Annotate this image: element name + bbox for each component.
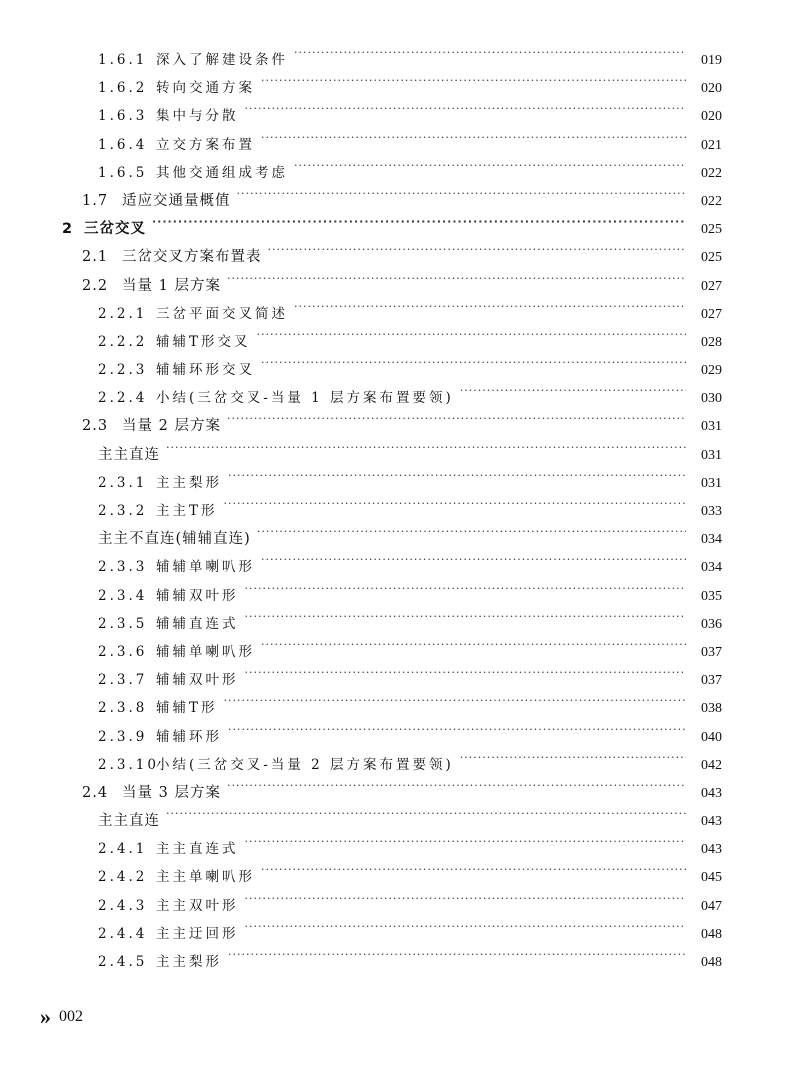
toc-entry-number: 2.3	[82, 418, 109, 435]
dot-leader	[245, 670, 687, 684]
dot-leader	[245, 896, 687, 910]
toc-entry-page: 048	[701, 955, 722, 970]
toc-entry-number: 2.4.2	[98, 869, 148, 886]
page-footer	[40, 1004, 83, 1030]
dot-leader	[227, 276, 686, 290]
toc-entry-page: 022	[701, 165, 722, 181]
toc-entry-number: 2	[62, 221, 76, 238]
dot-leader	[224, 698, 686, 712]
toc-entry[interactable]	[62, 302, 722, 330]
toc-entry[interactable]	[62, 471, 722, 499]
toc-entry-title: 主主梨形	[156, 474, 222, 491]
toc-entry-title: 辅辅直连式	[156, 615, 239, 632]
toc-entry-title: 三岔交叉	[84, 221, 146, 238]
toc-entry-title: 辅辅双叶形	[156, 587, 239, 604]
toc-entry-title: 三岔平面交叉简述	[156, 305, 288, 322]
toc-entry-number: 2.1	[82, 249, 109, 266]
toc-entry-title: 主主直连	[98, 813, 160, 830]
dot-leader	[152, 219, 686, 233]
toc-entry[interactable]	[62, 499, 722, 527]
dot-leader	[237, 191, 687, 205]
toc-entry[interactable]	[62, 753, 722, 781]
toc-entry-number: 1.6.1	[98, 52, 148, 68]
toc-entry[interactable]	[62, 612, 722, 640]
toc-entry[interactable]	[62, 330, 722, 358]
toc-entry[interactable]	[62, 922, 722, 950]
toc-entry-page: 031	[701, 447, 722, 463]
toc-entry-page: 034	[701, 560, 722, 576]
toc-entry[interactable]	[62, 696, 722, 724]
toc-entry[interactable]	[62, 358, 722, 386]
toc-entry-page: 021	[701, 137, 722, 153]
dot-leader	[261, 360, 686, 374]
dot-leader	[261, 557, 686, 571]
dot-leader	[227, 783, 686, 797]
dot-leader	[268, 247, 687, 261]
toc-entry[interactable]	[62, 894, 722, 922]
toc-entry-page: 037	[701, 673, 722, 689]
toc-entry-number: 2.2.4	[98, 390, 148, 407]
page-number: 002	[59, 1008, 83, 1025]
dot-leader	[257, 332, 686, 346]
toc-entry-number: 2.3.9	[98, 728, 148, 745]
dot-leader	[261, 135, 686, 149]
toc-entry-number: 2.4.4	[98, 925, 148, 942]
toc-entry-number: 2.3.2	[98, 503, 148, 519]
toc-entry-number: 2.2.2	[98, 333, 148, 350]
toc-entry-title: 当量 1 层方案	[122, 277, 221, 294]
toc-entry-title: 转向交通方案	[156, 80, 255, 97]
toc-entry[interactable]	[62, 386, 722, 414]
dot-leader	[228, 727, 686, 741]
toc-entry[interactable]	[62, 837, 722, 865]
toc-entry[interactable]	[62, 443, 722, 471]
toc-entry-title: 当量 3 层方案	[122, 784, 221, 801]
toc-entry-page: 022	[701, 193, 722, 209]
toc-entry-page: 038	[701, 701, 722, 717]
toc-entry[interactable]	[62, 668, 722, 696]
toc-entry-page: 040	[701, 729, 722, 745]
toc-entry-title: 辅辅单喇叭形	[156, 559, 255, 576]
toc-entry-page: 042	[701, 757, 722, 773]
toc-entry-title: 主主梨形	[156, 954, 222, 970]
toc-entry[interactable]	[62, 781, 722, 809]
toc-entry[interactable]	[62, 245, 722, 273]
toc-entry-title: 主主迂回形	[156, 925, 239, 942]
dot-leader	[245, 106, 687, 120]
toc-entry-title: 深入了解建设条件	[156, 52, 288, 68]
dot-leader	[261, 867, 686, 881]
toc-entry-title: 辅辅环形交叉	[156, 362, 255, 379]
toc-entry[interactable]	[62, 809, 722, 837]
toc-entry-page: 020	[701, 81, 722, 97]
toc-entry-number: 2.3.4	[98, 587, 148, 604]
dot-leader	[294, 50, 686, 64]
toc-entry-number: 2.4	[82, 784, 109, 801]
toc-entry[interactable]	[62, 217, 722, 245]
toc-entry-title: 适应交通量概值	[122, 192, 231, 209]
toc-entry-page: 043	[701, 814, 722, 830]
toc-entry[interactable]	[62, 189, 722, 217]
toc-entry-number: 2.2.1	[98, 305, 148, 322]
dot-leader	[460, 755, 686, 769]
dot-leader	[245, 924, 687, 938]
toc-entry-title: 辅辅环形	[156, 728, 222, 745]
toc-entry[interactable]	[62, 414, 722, 442]
dot-leader	[257, 529, 686, 543]
toc-entry-title: 立交方案布置	[156, 136, 255, 153]
dot-leader	[224, 501, 686, 515]
toc-entry[interactable]	[62, 76, 722, 104]
chevron-right-icon: »	[40, 1004, 51, 1029]
toc-entry-page: 031	[701, 419, 722, 435]
toc-entry-title: 辅辅单喇叭形	[156, 643, 255, 660]
toc-entry[interactable]	[62, 48, 722, 76]
toc-entry-number: 1.6.5	[98, 164, 148, 181]
toc-entry-title: 辅辅T形	[156, 700, 218, 717]
toc-entry[interactable]	[62, 161, 722, 189]
toc-entry[interactable]	[62, 104, 722, 132]
toc-entry-page: 027	[701, 278, 722, 294]
toc-entry[interactable]	[62, 725, 722, 753]
toc-entry[interactable]	[62, 865, 722, 893]
toc-entry-page: 025	[701, 250, 722, 266]
toc-entry-page: 036	[701, 616, 722, 632]
dot-leader	[245, 586, 687, 600]
toc-entry-number: 2.3.10	[98, 756, 159, 773]
toc-entry-title: 集中与分散	[156, 108, 239, 125]
toc-entry-number: 2.4.1	[98, 841, 148, 858]
toc-entry-number: 2.3.3	[98, 559, 148, 576]
toc-entry-page: 027	[701, 306, 722, 322]
toc-entry-page: 030	[701, 391, 722, 407]
toc-entry-page: 029	[701, 363, 722, 379]
dot-leader	[460, 388, 686, 402]
toc-entry-title: 当量 2 层方案	[122, 418, 221, 435]
toc-entry-number: 1.7	[82, 192, 109, 209]
toc-entry-number: 1.6.3	[98, 108, 148, 125]
toc-entry-title: 主主T形	[156, 503, 218, 519]
dot-leader	[227, 416, 686, 430]
dot-leader	[294, 163, 686, 177]
toc-entry-title: 小结(三岔交叉-当量 2 层方案布置要领)	[156, 756, 454, 773]
toc-entry-number: 2.3.1	[98, 474, 148, 491]
toc-entry-title: 主主直连式	[156, 841, 239, 858]
dot-leader	[228, 952, 686, 966]
toc-entry-page: 037	[701, 644, 722, 660]
toc-entry[interactable]	[62, 640, 722, 668]
toc-entry-number: 2.3.7	[98, 672, 148, 689]
toc-entry-title: 辅辅双叶形	[156, 672, 239, 689]
toc-entry-number: 2.3.6	[98, 643, 148, 660]
toc-entry-title: 三岔交叉方案布置表	[122, 249, 262, 266]
toc-entry-title: 主主不直连(辅辅直连)	[98, 531, 251, 548]
toc-entry-title: 主主单喇叭形	[156, 869, 255, 886]
dot-leader	[228, 473, 686, 487]
dot-leader	[245, 839, 687, 853]
toc-entry-number: 2.2.3	[98, 362, 148, 379]
toc-entry[interactable]	[62, 584, 722, 612]
dot-leader	[261, 642, 686, 656]
toc-entry-number: 1.6.4	[98, 136, 148, 153]
dot-leader	[261, 78, 686, 92]
toc-entry-page: 028	[701, 334, 722, 350]
toc-entry-page: 035	[701, 588, 722, 604]
toc-entry[interactable]	[62, 555, 722, 583]
table-of-contents	[62, 48, 722, 978]
dot-leader	[166, 445, 686, 459]
toc-entry-page: 031	[701, 475, 722, 491]
toc-entry-number: 1.6.2	[98, 80, 148, 97]
toc-entry-page: 020	[701, 109, 722, 125]
toc-entry-number: 2.3.8	[98, 700, 148, 717]
toc-entry-page: 047	[701, 898, 722, 914]
toc-entry-page: 019	[701, 53, 722, 68]
toc-entry-title: 小结(三岔交叉-当量 1 层方案布置要领)	[156, 390, 454, 407]
toc-entry-page: 025	[701, 222, 722, 238]
toc-entry-page: 048	[701, 926, 722, 942]
dot-leader	[245, 614, 687, 628]
toc-entry-number: 2.2	[82, 277, 109, 294]
toc-entry-number: 2.3.5	[98, 615, 148, 632]
toc-entry-page: 045	[701, 870, 722, 886]
toc-entry-page: 033	[701, 504, 722, 519]
toc-entry-page: 043	[701, 842, 722, 858]
toc-entry-page: 043	[701, 785, 722, 801]
toc-entry-number: 2.4.3	[98, 897, 148, 914]
toc-entry-number: 2.4.5	[98, 954, 148, 970]
toc-entry[interactable]	[62, 133, 722, 161]
dot-leader	[166, 811, 686, 825]
toc-entry-title: 主主双叶形	[156, 897, 239, 914]
toc-entry-page: 034	[701, 532, 722, 548]
toc-entry-title: 主主直连	[98, 446, 160, 463]
toc-entry-title: 其他交通组成考虑	[156, 164, 288, 181]
toc-entry[interactable]	[62, 950, 722, 978]
toc-entry-title: 辅辅T形交叉	[156, 333, 251, 350]
toc-entry[interactable]	[62, 274, 722, 302]
dot-leader	[294, 304, 686, 318]
toc-entry[interactable]	[62, 527, 722, 555]
